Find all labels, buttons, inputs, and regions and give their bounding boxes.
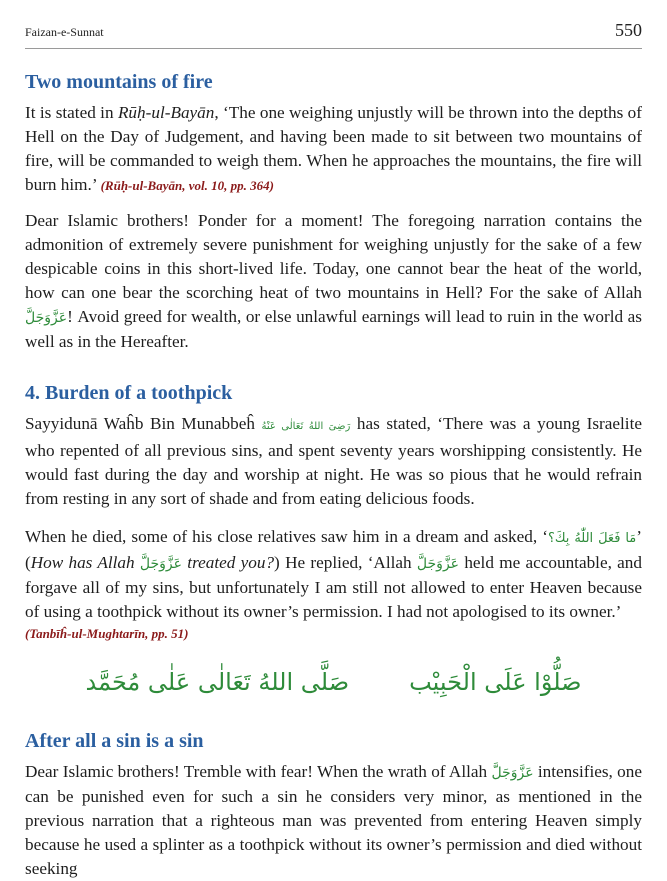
text-span: When he died, some of his close relatives saw him in a dream and asked, ‘ xyxy=(25,527,548,546)
page-header xyxy=(25,0,642,49)
text-span: Sayyidunā Waĥb Bin Munabbeĥ xyxy=(25,414,262,433)
text-span: intensifies, one can be punished even for such a sin he considers very minor, as mentioned in the previous narration that a righteous man was prevented from entering Heaven simply because he used a splinter as a toothpick without its owner’s permission and died without seeking xyxy=(25,762,642,878)
source-name: Rūḥ-ul-Bayān xyxy=(117,103,215,122)
text-span: held me accountable, and forgave all of my sins, but unfortunately I am still not allowed to enter Heaven because of using a toothpick without its owner’s permission. I had not apologised to its owner.’ xyxy=(25,553,642,621)
italic-span: How has Allah xyxy=(30,553,140,572)
text-span: ! Avoid greed for wealth, or else unlawful earnings will lead to ruin in the world as well as in the Hereafter. xyxy=(25,307,642,351)
paragraph-israelite xyxy=(25,412,642,511)
honorific-radiyallahu-anhu: رَضِیَ اللهُ تَعَالٰی عَنْهُ xyxy=(261,421,351,432)
honorific-azza-wa-jal: عَزَّوَجَلَّ xyxy=(491,765,534,781)
paragraph-tremble xyxy=(25,760,642,881)
salawat-line xyxy=(25,668,642,696)
text-span: Dear Islamic brothers! Ponder for a moment! The foregoing narration contains the admonition of extremely severe punishment for weighing unjustly for the sake of a few despicable coins in this short-lived life. Today, one cannot bear the heat of the world, how can one bear the scorching heat of two mountains in Hell? For the sake of Allah xyxy=(25,211,642,302)
honorific-azza-wa-jal: عَزَّوَجَلَّ xyxy=(139,556,182,572)
text-span: , ‘The one weighing unjustly will be thrown into the depths of Hell on the Day of Judgement, and having been made to sit between two mountains of fire, will be commanded to weigh them. When he approaches the mountains, the fire will burn him.’ xyxy=(25,103,642,194)
paragraph-ponder xyxy=(25,209,642,354)
section-title-toothpick: 4. Burden of a toothpick xyxy=(25,382,233,404)
citation: (Rūḥ-ul-Bayān, vol. 10, pp. 364) xyxy=(100,178,274,193)
paragraph-ruh-ul-bayan xyxy=(25,101,642,198)
arabic-question: مَا فَعَلَ اللّٰهُ بِكَ؟ xyxy=(547,531,637,546)
text-span: ’ ( xyxy=(25,527,642,572)
section-title-two-mountains: Two mountains of fire xyxy=(25,71,213,93)
text-span: It is stated in xyxy=(25,103,118,122)
text-span: ) He replied, ‘Allah xyxy=(274,553,417,572)
section-title-sin: After all a sin is a sin xyxy=(25,730,204,752)
text-span: Dear Islamic brothers! Tremble with fear! When the wrath of Allah xyxy=(25,762,492,781)
honorific-azza-wa-jal: عَزَّوَجَلَّ xyxy=(416,556,460,572)
honorific-azza-wa-jal: عَزَّوَجَلَّ xyxy=(25,310,68,326)
paragraph-dream xyxy=(25,525,642,624)
citation-tanbih: (Tanbīĥ-ul-Mughtarīn, pp. 51) xyxy=(25,626,189,641)
running-head-book-title: Faizan-e-Sunnat xyxy=(25,25,104,39)
page-number: 550 xyxy=(615,20,642,40)
salawat-left-phrase: صَلَّى اللهُ تَعَالٰى عَلٰى مُحَمَّد xyxy=(85,668,350,696)
salawat-right-phrase: صَلُّوْا عَلَى الْحَبِيْب xyxy=(409,668,582,696)
italic-span: treated you? xyxy=(182,553,275,572)
text-span: has stated, ‘There was a young Israelite who repented of all previous sins, and spent seventy years worshipping consistently. He would fast during the day and worship at night. He was so pious that he would refrain from resting in any sort of shade and from eating delicious foods. xyxy=(25,414,642,508)
